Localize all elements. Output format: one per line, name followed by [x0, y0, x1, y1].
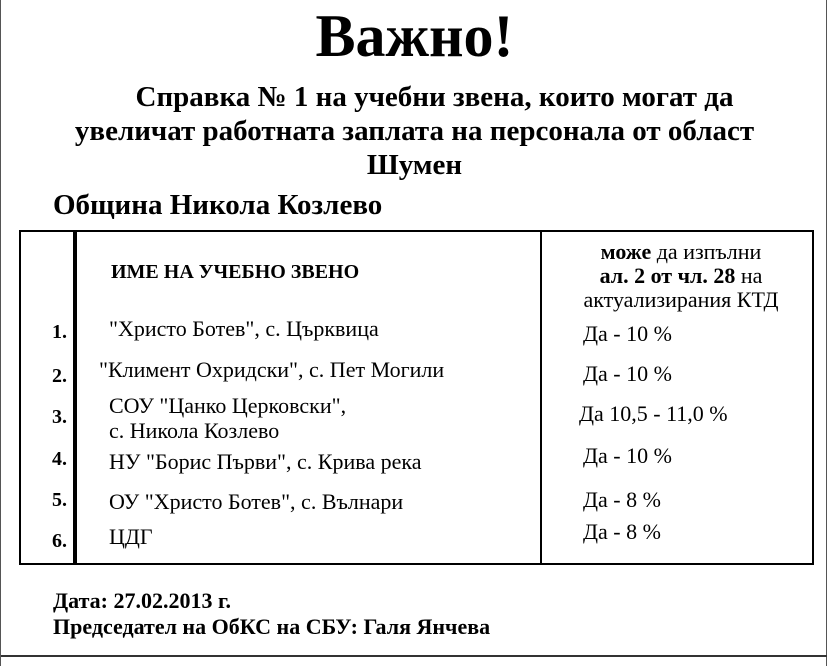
row-school-name: ЦДГ — [109, 524, 153, 549]
bottom-divider — [1, 655, 827, 657]
subtitle-line-3: Шумен — [366, 149, 463, 181]
row-number: 1. — [52, 321, 67, 343]
header-text-ktd: актуализирания КТД — [583, 287, 779, 312]
row-number: 2. — [52, 365, 67, 387]
row-school-name: "Христо Ботев", с. Църквица — [109, 316, 379, 341]
row-number: 5. — [52, 489, 67, 511]
subtitle-line-1: Справка № 1 на учебни звена, които могат да — [135, 81, 734, 113]
row-number: 6. — [52, 530, 67, 552]
subtitle-line-2: увеличат работната заплата на персонала от област — [74, 115, 755, 147]
row-value: Да 10,5 - 11,0 % — [579, 401, 728, 426]
footer-chair: Председател на ОбКС на СБУ: Галя Янчева — [53, 614, 491, 639]
table-divider-value — [540, 232, 542, 563]
municipality-heading: Община Никола Козлево — [53, 189, 383, 221]
column-header-name: ИМЕ НА УЧЕБНО ЗВЕНО — [111, 261, 360, 283]
row-value: Да - 10 % — [583, 361, 672, 386]
header-bold-may: може — [600, 239, 652, 264]
schools-table — [19, 230, 814, 565]
row-school-name: СОУ "Цанко Церковски", — [109, 393, 347, 418]
row-value: Да - 10 % — [583, 321, 672, 346]
column-header-value — [556, 240, 806, 312]
table-divider-number — [73, 232, 77, 563]
header-text-of: на — [735, 263, 763, 288]
row-number: 3. — [52, 406, 67, 428]
row-school-name-line2: с. Никола Козлево — [109, 418, 280, 443]
header-bold-article: ал. 2 от чл. 28 — [599, 263, 736, 288]
row-value: Да - 8 % — [583, 519, 661, 544]
page-title: Важно! — [315, 3, 514, 69]
header-text-fulfil: да изпълни — [651, 239, 762, 264]
row-number: 4. — [52, 448, 67, 470]
row-school-name: НУ "Борис Първи", с. Крива река — [109, 449, 422, 474]
footer-date: Дата: 27.02.2013 г. — [53, 588, 231, 613]
document-subtitle — [1, 80, 827, 182]
row-value: Да - 8 % — [583, 487, 661, 512]
document-footer — [53, 588, 490, 640]
row-school-name: ОУ "Христо Ботев", с. Вълнари — [109, 489, 404, 514]
row-value: Да - 10 % — [583, 443, 672, 468]
row-school-name: "Климент Охридски", с. Пет Могили — [99, 357, 445, 382]
